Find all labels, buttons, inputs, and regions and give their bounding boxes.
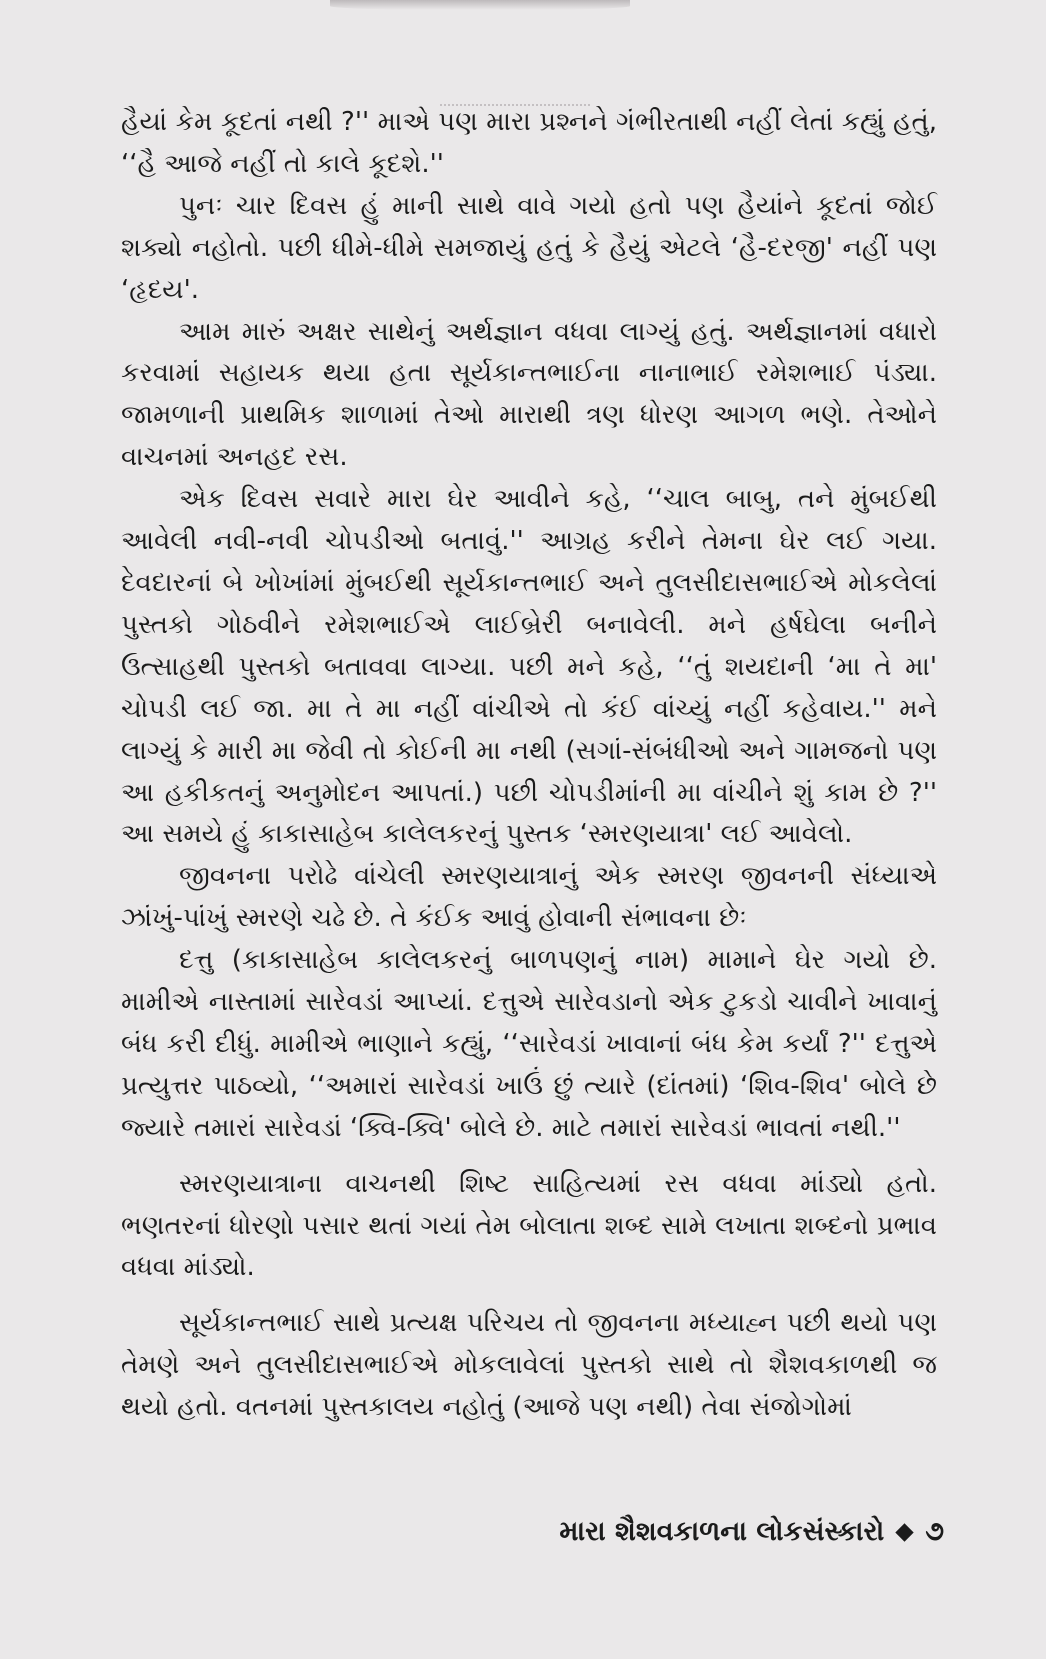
paragraph-7: સ્મરણયાત્રાના વાચનથી શિષ્ટ સાહિત્યમાં રસ વધવા માંડ્યો હતો. ભણતરનાં ધોરણો પસાર થતાં ગયાં તેમ બોલાતા શબ્દ સામે લખાતા શબ્દનો પ્રભાવ વધવા માંડ્યો. [121,1168,937,1283]
diamond-separator-icon [896,1523,914,1541]
paragraph-8: સૂર્યકાન્તભાઈ સાથે પ્રત્યક્ષ પરિચય તો જીવનના મધ્યાહ્ન પછી થયો પણ તેમણે અને તુલસીદાસભાઈએ મોકલાવેલાં પુસ્તકો સાથે તો શૈશવકાળથી જ થયો હતો. વતનમાં પુસ્તકાલય નહોતું (આજે પણ નથી) તેવા સંજોગોમાં [121,1308,937,1423]
paragraph-6: દત્તુ (કાકાસાહેબ કાલેલકરનું બાળપણનું નામ) મામાને ઘેર ગયો છે. મામીએ નાસ્તામાં સારેવડાં આપ્યાં. દત્તુએ સારેવડાનો એક ટુકડો ચાવીને ખાવાનું બંધ કરી દીધું. મામીએ ભાણાને કહ્યું, ‘‘સારેવડાં ખાવાનાં બંધ કેમ કર્યાં ?'' દત્તુએ પ્રત્યુત્તર પાઠવ્યો, ‘‘અમારાં સારેવડાં ખાઉં છું ત્યારે (દાંતમાં) ‘શિવ-શિવ' બોલે છે જ્યારે તમારાં સારેવડાં ‘ક્વિ-ક્વિ' બોલે છે. માટે તમારાં સારેવડાં ભાવતાં નથી.'' [121,945,937,1143]
print-bleed-top [330,0,630,10]
paragraph-3: આમ મારું અક્ષર સાથેનું અર્થજ્ઞાન વધવા લાગ્યું હતું. અર્થજ્ઞાનમાં વધારો કરવામાં સહાયક થયા હતા સૂર્યકાન્તભાઈના નાનાભાઈ રમેશભાઈ પંડ્યા. જામળાની પ્રાથમિક શાળામાં તેઓ મારાથી ત્રણ ધોરણ આગળ ભણે. તેઓને વાચનમાં અનહદ રસ. [121,316,937,473]
page-number: ૭ [925,1516,944,1547]
page-footer [559,1516,944,1548]
paragraph-2: પુનઃ ચાર દિવસ હું માની સાથે વાવે ગયો હતો પણ હૈયાંને કૂદતાં જોઈ શક્યો નહોતો. પછી ધીમે-ધીમે સમજાયું હતું કે હૈયું એટલે ‘હૈ-દરજી' નહીં પણ ‘હૃદય'. [121,190,937,305]
paragraph-5: જીવનના પરોઢે વાંચેલી સ્મરણયાત્રાનું એક સ્મરણ જીવનની સંધ્યાએ ઝાંખું-પાંખું સ્મરણે ચઢે છે. તે કંઈક આવું હોવાની સંભાવના છેઃ [121,861,937,934]
running-book-title: મારા શૈશવકાળના લોકસંસ્કારો [559,1516,885,1547]
paragraph-1: હૈયાં કેમ કૂદતાં નથી ?'' માએ પણ મારા પ્રશ્નને ગંભીરતાથી નહીં લેતાં કહ્યું હતું, ‘‘હૈ આજે નહીં તો કાલે કૂદશે.'' [121,107,937,179]
paragraph-4: એક દિવસ સવારે મારા ઘેર આવીને કહે, ‘‘ચાલ બાબુ, તને મુંબઈથી આવેલી નવી-નવી ચોપડીઓ બતાવું.'' આગ્રહ કરીને તેમના ઘેર લઈ ગયા. દેવદારનાં બે ખોખાંમાં મુંબઈથી સૂર્યકાન્તભાઈ અને તુલસીદાસભાઈએ મોકલેલાં પુસ્તકો ગોઠવીને રમેશભાઈએ લાઈબ્રેરી બનાવેલી. મને હર્ષઘેલા બનીને ઉત્સાહથી પુસ્તકો બતાવવા લાગ્યા. પછી મને કહે, ‘‘તું શયદાની ‘મા તે મા' ચોપડી લઈ જા. મા તે મા નહીં વાંચીએ તો કંઈ વાંચ્યું નહીં કહેવાય.'' મને લાગ્યું કે મારી મા જેવી તો કોઈની મા નથી (સગાં-સંબંધીઓ અને ગામજનો પણ આ હકીકતનું અનુમોદન આપતાં.) પછી ચોપડીમાંની મા વાંચીને શું કામ છે ?'' આ સમયે હું કાકાસાહેબ કાલેલકરનું પુસ્તક ‘સ્મરણયાત્રા' લઈ આવેલો. [121,484,937,850]
page-body [121,102,937,1429]
